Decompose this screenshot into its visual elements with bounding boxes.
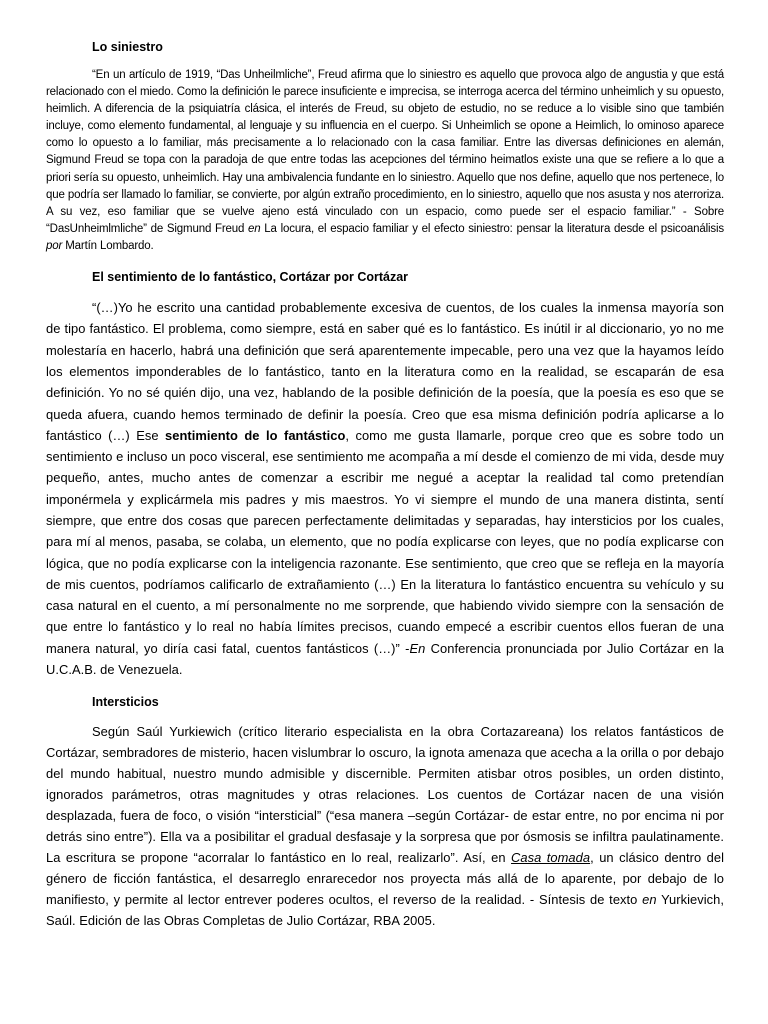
section-heading-sentimiento-fantastico: El sentimiento de lo fantástico, Cortázar por Cortázar: [92, 270, 409, 285]
italic-underlined-title: Casa tomada: [511, 849, 591, 865]
text-run: Según Saúl Yurkiewich (crítico literario especialista en la obra Cortazareana) los relatos fantásticos de Cortázar, sembradores de misterio, hacen vislumbrar lo oscuro, la ignota amenaza que acecha a la orilla o por debajo del mundo habitual, nuestro mundo admisible y discernible. Permiten atisbar otros posibles, un orden distinto, ignorados parámetros, otras magnitudes y otras relaciones. Los cuentos de Cortázar nacen de una visión desplazada, fuera de foco, o visión “intersticial” (“esa manera –según Cortázar- de estar entre, no por encima ni por detrás sino entre”). Ella va a posibilitar el gradual desfasaje y la sorpresa que por ósmosis se infiltra paulatinamente. La escritura se propone “acorralar lo fantástico en lo real, realizarlo”. Así, en: [46, 724, 724, 865]
text-run: “En un artículo de 1919, “Das Unheilmliche”, Freud afirma que lo siniestro es aquello que provoca algo de angustia y que está relacionado con el miedo. Como la definición le parece insuficiente e imprecisa, se interroga acerca del término unheimlich y su opuesto, heimlich. A diferencia de la psiquiatría clásica, el interés de Freud, su objeto de estudio, no se reduce a lo visible sino que también incluye, como elemento fundamental, al lenguaje y su influencia en el cuerpo. Si Unheimlich se opone a Heimlich, lo ominoso aparece como lo opuesto a lo familiar, más precisamente a lo relacionado con la casa familiar. Entre las diversas definiciones en alemán, Sigmund Freud se topa con la paradoja de que entre todas las acepciones del término heimatlos existe una que se refiere a lo que a priori sería su opuesto, unheimlich. Hay una ambivalencia fundante en lo siniestro. Aquello que nos define, aquello que nos pertenece, lo que podría ser llamado lo familiar, se convierte, por algún extraño procedimiento, en lo siniestro, aquello que nos asusta y nos aterroriza. A su vez, eso familiar que se vuelve ajeno está vinculado con un espacio, como puede ser el espacio familiar.” - Sobre “DasUnheimlmliche” de Sigmund Freud: [46, 69, 724, 235]
paragraph: [46, 722, 724, 931]
document-page: [46, 38, 724, 944]
italic-run: en: [248, 222, 261, 235]
italic-run: por: [46, 239, 63, 252]
paragraph: [46, 297, 724, 680]
text-run: Conferencia pronunciada por Julio Cortázar en la U.C.A.B. de Venezuela.: [46, 640, 724, 678]
text-run: La locura, el espacio familiar y el efecto siniestro: pensar la literatura desde el psicoanálisis: [260, 222, 724, 235]
text-run: , un clásico dentro del género de ficción fantástica, el desarreglo enrarecedor nos proyecta más allá de lo aparente, por debajo de lo manifiesto, y permite al lector entrever poderes ocultos, el reverso de la realidad. - Síntesis de texto: [46, 849, 724, 907]
bold-run: sentimiento de lo fantástico: [165, 427, 346, 443]
text-run: , como me gusta llamarle, porque creo que es sobre todo un sentimiento e incluso un poco visceral, ese sentimiento me acompaña a mí desde el comienzo de mi vida, desde muy pequeño, antes, mucho antes de comenzar a escribir me negué a aceptar la realidad tal como pretendían imponérmela y explicármela mis padres y mis maestros. Yo vi siempre el mundo de una manera distinta, sentí siempre, que entre dos cosas que parecen perfectamente delimitadas y separadas, hay intersticios por los cuales, para mí al menos, pasaba, se colaba, un elemento, que no podía explicarse con leyes, que no podía explicarse con lógica, que no podía explicarse con la inteligencia razonante. Ese sentimiento, que creo que se refleja en la mayoría de mis cuentos, podríamos calificarlo de extrañamiento (…) En la literatura lo fantástico encuentra su vehículo y su casa natural en el cuento, a mí personalmente no me sorprende, que habiendo vivido siempre con la sensación de que entre lo fantástico y lo real no había límites precisos, cuando empecé a escribir cuentos ellos fueran de una manera natural, yo diría casi fatal, cuentos fantásticos (…)” -: [46, 427, 724, 656]
italic-run: en: [642, 891, 657, 907]
section-body-intersticios: [46, 722, 724, 931]
section-heading-intersticios: Intersticios: [92, 695, 159, 710]
section-body-sentimiento-fantastico: [46, 297, 724, 680]
paragraph: [46, 67, 724, 255]
section-body-lo-siniestro: [46, 67, 724, 255]
text-run: Yurkievich, Saúl. Edición de las Obras Completas de Julio Cortázar, RBA 2005.: [46, 891, 724, 928]
italic-run: En: [409, 640, 426, 656]
text-run: Martín Lombardo.: [62, 239, 154, 252]
text-run: “(…)Yo he escrito una cantidad probablemente excesiva de cuentos, de los cuales la inmensa mayoría son de tipo fantástico. El problema, como siempre, está en saber qué es lo fantástico. Es inútil ir al diccionario, yo no me molestaría en hacerlo, habrá una definición que será aparentemente impecable, pero una vez que la hayamos leído los elementos imponderables de lo fantástico, tanto en la literatura como en la realidad, se escaparán de esa definición. Yo no sé quién dijo, una vez, hablando de la posible definición de la poesía, que la poesía es eso que se queda afuera, cuando hemos terminado de definir la poesía. Creo que esa misma definición podría aplicarse a lo fantástico (…) Ese: [46, 300, 724, 443]
section-heading-lo-siniestro: Lo siniestro: [92, 40, 163, 54]
